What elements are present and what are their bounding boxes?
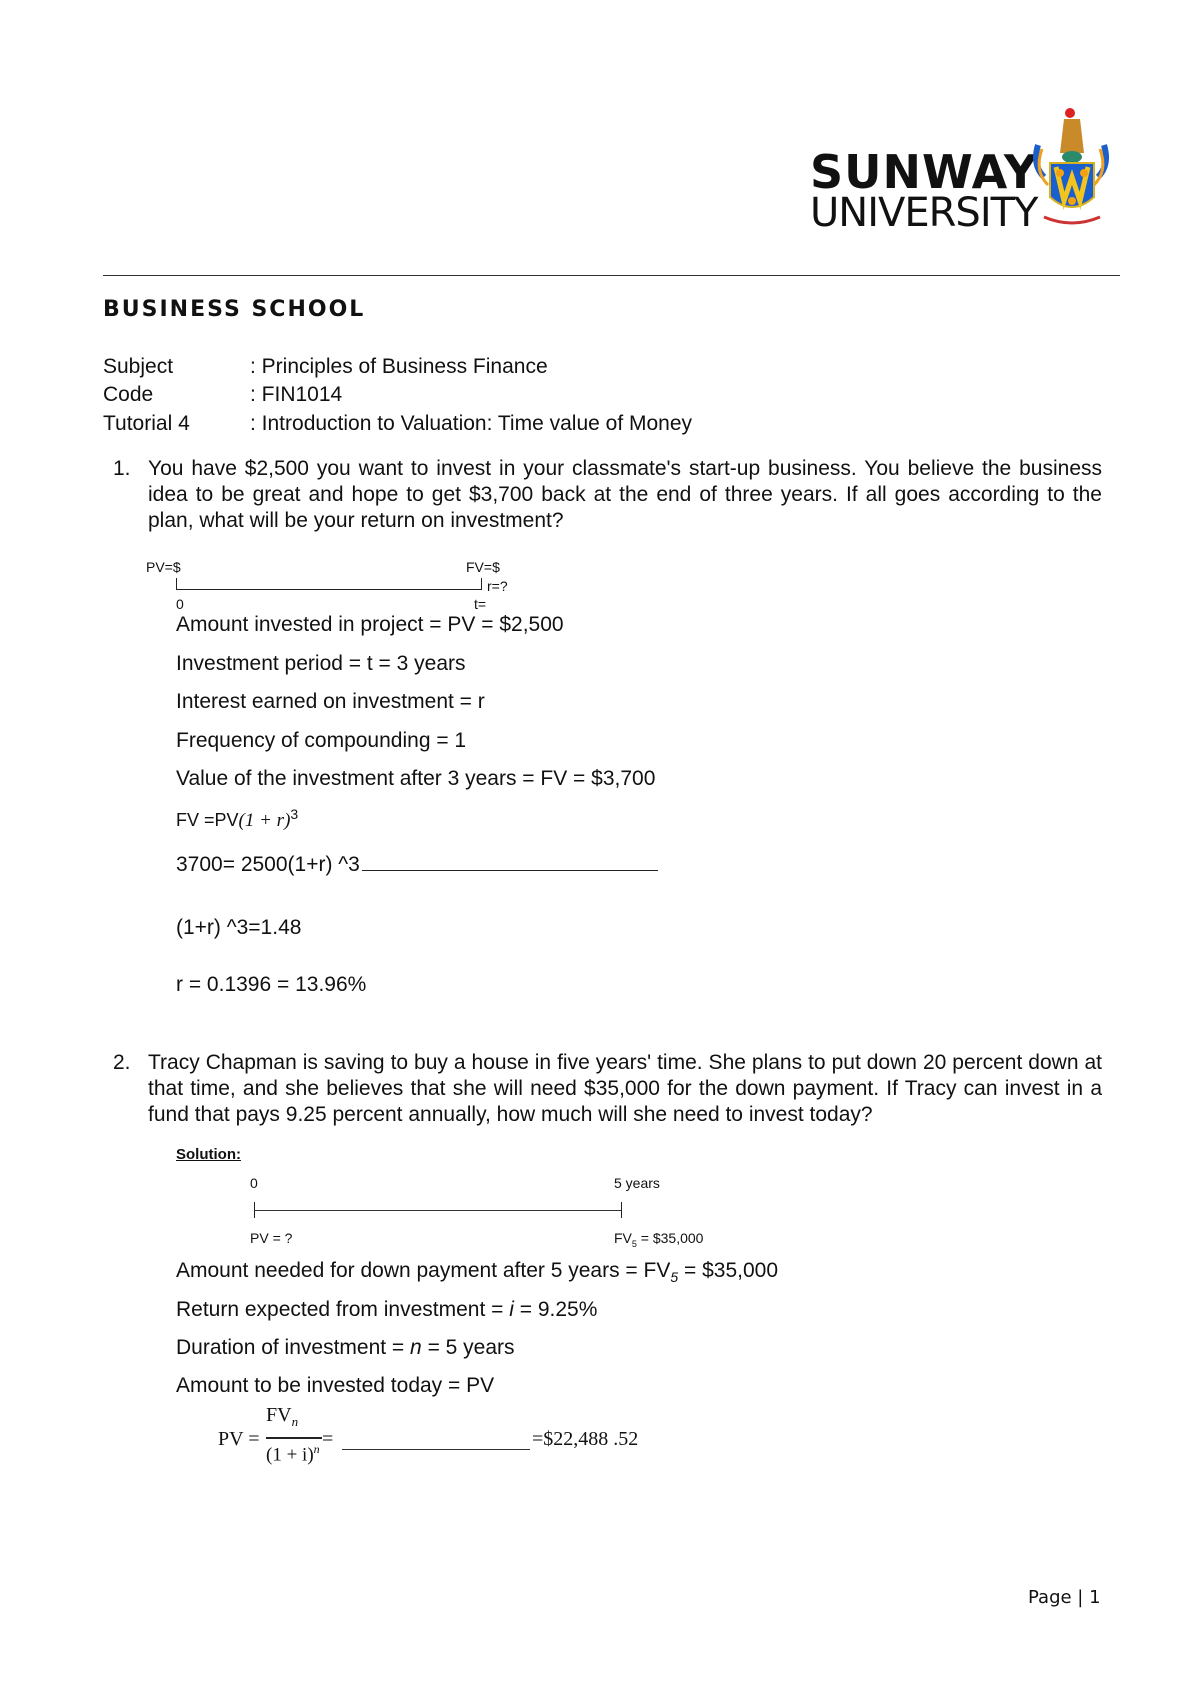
code-label: Code [103, 383, 154, 406]
tutorial-label: Tutorial 4 [103, 412, 190, 435]
q1-line: Frequency of compounding = 1 [176, 729, 467, 752]
subject-value: : Principles of Business Finance [250, 355, 548, 378]
timeline-end-label: t= [474, 596, 487, 612]
pv-formula-numerator [266, 1404, 298, 1430]
timeline-pv-label: PV=$ [146, 559, 181, 575]
fv-value: = $35,000 [636, 1230, 704, 1246]
q1-line: Amount invested in project = PV = $2,500 [176, 613, 564, 636]
q1-line: Value of the investment after 3 years = FV = $3,700 [176, 767, 656, 790]
header-divider [103, 275, 1120, 276]
num-text: FV [266, 1404, 292, 1426]
q2-line-text: = 9.25% [513, 1298, 598, 1321]
q1-step: (1+r) ^3=1.48 [176, 916, 302, 939]
university-crest-icon [1030, 105, 1112, 233]
pv-formula-equals: = [322, 1428, 334, 1450]
q1-step [176, 852, 658, 878]
question-2-text: Tracy Chapman is saving to buy a house in five years' time. She plans to put down 20 percent down at that time, and she believes that she will need $35,000 for the down payment. If Tracy can invest in a fund that pays 9.25 percent annually, how much will she need to invest today? [148, 1051, 1102, 1126]
pv-formula-lhs: PV = [218, 1428, 260, 1450]
timeline-fv-label: FV=$ [466, 559, 500, 575]
tutorial-value: : Introduction to Valuation: Time value of Money [250, 412, 693, 435]
num-sub: n [291, 1414, 299, 1429]
q1-line: Investment period = t = 3 years [176, 652, 466, 675]
q2-line-text: = 5 years [421, 1336, 515, 1359]
q2-line-text: Return expected from investment = [176, 1298, 510, 1321]
timeline2-line [254, 1210, 622, 1211]
timeline-rate-label: r=? [487, 578, 508, 594]
timeline2-end-label: 5 years [614, 1175, 660, 1191]
fv-formula-paren: (1 + r) [238, 810, 291, 831]
fv-formula-exp: 3 [290, 806, 299, 822]
q1-step-text: 3700= 2500(1+r) ^3 [176, 853, 360, 876]
timeline-line [176, 589, 481, 590]
q1-result: r = 0.1396 = 13.96% [176, 973, 367, 996]
q1-line: Interest earned on investment = r [176, 690, 485, 713]
question-1-number: 1. [113, 457, 131, 480]
page-number: Page | 1 [1028, 1587, 1101, 1608]
school-heading: BUSINESS SCHOOL [103, 297, 366, 322]
pv-formula-denominator [266, 1442, 320, 1466]
q2-line-var: i [509, 1298, 514, 1321]
fv-formula [176, 806, 298, 832]
logo-university: UNIVERSITY [810, 190, 1038, 236]
question-1-text: You have $2,500 you want to invest in your classmate's start-up business. You believe the business idea to be great and hope to get $3,700 back at the end of three years. If all goes according to the plan, what will be your return on investment? [148, 457, 1102, 532]
q2-line [176, 1258, 778, 1290]
q2-line [176, 1297, 597, 1323]
q2-line [176, 1335, 515, 1361]
q2-line-var: n [410, 1336, 422, 1359]
logo-sunway: SUNWAY [810, 145, 1039, 199]
q2-line: Amount to be invested today = PV [176, 1374, 495, 1397]
subject-label: Subject [103, 355, 174, 378]
q2-line-sub: 5 [670, 1269, 679, 1286]
den-exp: n [313, 1442, 320, 1456]
solution-label: Solution: [176, 1146, 241, 1163]
fv-subscript: 5 [631, 1238, 637, 1249]
q2-line-text: Duration of investment = [176, 1336, 411, 1359]
timeline-start-label: 0 [176, 596, 184, 612]
timeline2-end-tick [621, 1202, 622, 1218]
timeline2-pv-label: PV = ? [250, 1230, 293, 1246]
code-value: : FIN1014 [250, 383, 343, 406]
timeline2-fv-label [614, 1230, 703, 1252]
answer-blank [342, 1449, 530, 1450]
timeline2-start-label: 0 [250, 1175, 258, 1191]
den-text: (1 + i) [266, 1444, 314, 1466]
fraction-bar [266, 1437, 322, 1439]
q2-line-text: = $35,000 [678, 1259, 779, 1282]
pv-formula-result: =$22,488 .52 [532, 1428, 639, 1450]
timeline-end-tick [481, 578, 482, 590]
q2-line-text: Amount needed for down payment after 5 years = FV [176, 1259, 671, 1282]
question-2-number: 2. [113, 1051, 131, 1074]
fv-text: FV [614, 1230, 632, 1246]
fv-formula-lhs: FV =PV [176, 810, 239, 830]
